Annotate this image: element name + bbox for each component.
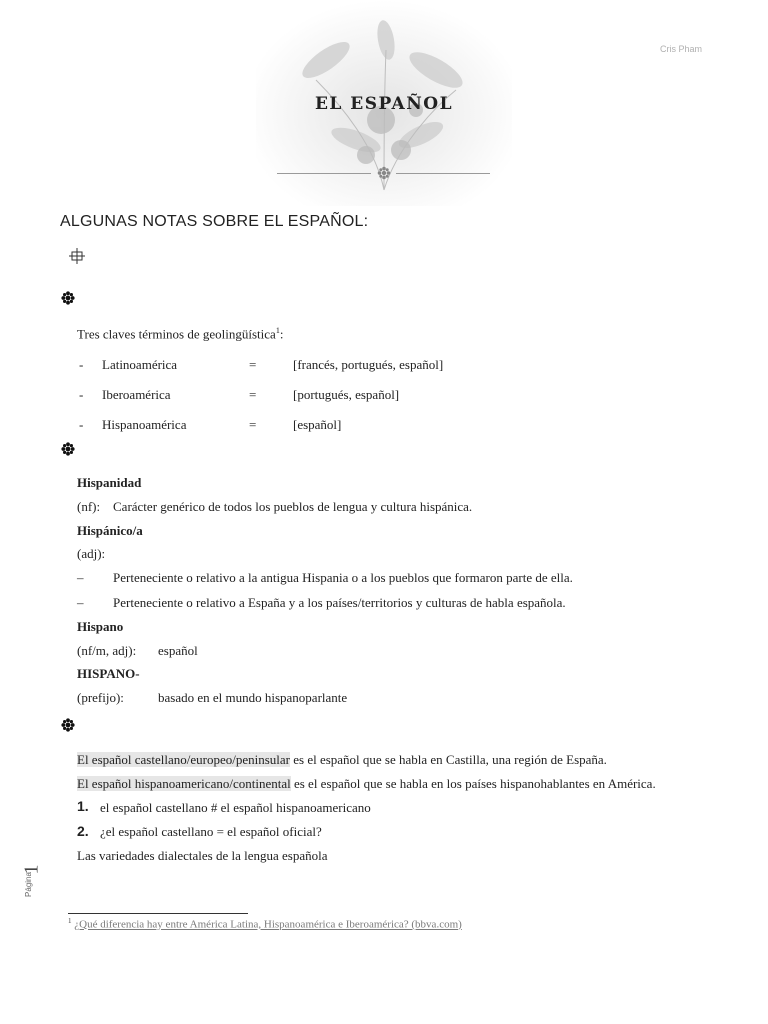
footnote <box>68 917 462 931</box>
section-heading: ALGUNAS NOTAS SOBRE EL ESPAÑOL: <box>60 213 369 230</box>
page-word: Página <box>23 872 33 897</box>
closing-line: Las variedades dialectales de la lengua española <box>77 848 328 863</box>
variant-castellano-text: es el español que se habla en Castilla, una región de España. <box>289 752 607 767</box>
geo-row-dash: - <box>79 387 84 402</box>
def-text: Carácter genérico de todos los pueblos de lengua y cultura hispánica. <box>113 499 473 514</box>
def-pos: (adj): <box>77 546 106 561</box>
def-dash: – <box>77 570 84 585</box>
def-text: Perteneciente o relativo a España y a los países/territorios y culturas de habla española. <box>113 595 566 610</box>
def-pos: (nf/m, adj): <box>77 643 137 658</box>
geo-row-langs: [francés, portugués, español] <box>293 357 444 372</box>
page-number <box>20 858 48 902</box>
geo-intro-text: Tres claves términos de geolingüística <box>77 326 276 342</box>
list-number: 1. <box>77 798 89 814</box>
flower-bullet-icon <box>61 291 75 305</box>
def-term-hispanidad: Hispanidad <box>77 475 142 490</box>
list-number: 2. <box>77 823 89 839</box>
def-pos: (nf): <box>77 499 101 514</box>
page-digit: 1 <box>20 864 43 875</box>
geo-row-eq: = <box>249 387 257 402</box>
def-term-hispano: Hispano <box>77 619 124 634</box>
footnote-mark: 1 <box>68 917 72 925</box>
geo-row-eq: = <box>249 417 257 432</box>
geo-intro-colon: : <box>279 326 284 342</box>
footnote-ref[interactable]: 1 <box>275 326 280 335</box>
variant-hispanoamericano <box>77 776 656 792</box>
geo-row-term: Iberoamérica <box>102 387 171 402</box>
def-pos: (prefijo): <box>77 690 124 705</box>
variant-hispanoamericano-text: es el español que se habla en los países hispanohablantes en América. <box>290 776 656 791</box>
def-text: basado en el mundo hispanoparlante <box>158 690 348 705</box>
footnote-divider <box>68 913 248 914</box>
geo-row-term: Hispanoamérica <box>102 417 187 432</box>
geo-row-langs: [portugués, español] <box>293 387 400 402</box>
footnote-link[interactable]: ¿Qué diferencia hay entre América Latina, Hispanoamérica e Iberoamérica? (bbva.com) <box>74 918 462 931</box>
flower-divider-icon <box>377 166 391 180</box>
def-dash: – <box>77 595 84 610</box>
title-divider-right <box>396 173 490 174</box>
title-divider-left <box>277 173 371 174</box>
def-term-prefijo: HISPANO- <box>77 666 140 681</box>
highlight-castellano: El español castellano/europeo/peninsular <box>77 752 290 767</box>
move-anchor-icon[interactable] <box>68 247 86 265</box>
flower-bullet-icon <box>61 718 75 732</box>
variant-castellano <box>77 752 607 768</box>
geo-row-dash: - <box>79 417 84 432</box>
list-item: ¿el español castellano = el español oficial? <box>100 824 322 839</box>
geo-row-langs: [español] <box>293 417 342 432</box>
def-text: Perteneciente o relativo a la antigua Hispania o a los pueblos que formaron parte de ella. <box>113 570 573 585</box>
flower-bullet-icon <box>61 442 75 456</box>
list-item: el español castellano # el español hispanoamericano <box>100 800 371 815</box>
geo-row-dash: - <box>79 357 84 372</box>
author-name: Cris Pham <box>659 44 702 54</box>
def-text: español <box>158 643 198 658</box>
geo-row-term: Latinoamérica <box>102 357 178 372</box>
page-title: EL ESPAÑOL <box>314 94 454 114</box>
geo-row-eq: = <box>249 357 257 372</box>
def-term-hispanico: Hispánico/a <box>77 523 143 538</box>
highlight-hispanoamericano: El español hispanoamericano/continental <box>77 776 291 791</box>
geo-intro <box>77 323 283 342</box>
